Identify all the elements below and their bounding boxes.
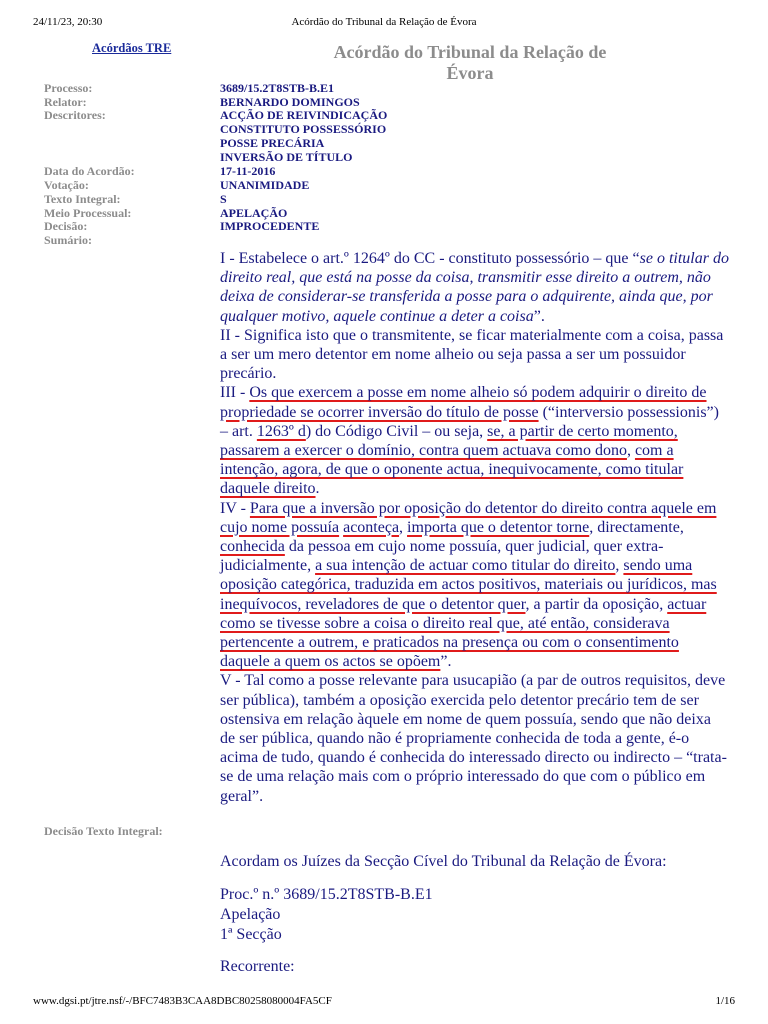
summary-point-3: III - Os que exercem a posse em nome alheio só podem adquirir o direito de propriedade se ocorrer inversão do título de posse (“interversio possessionis”) – art. 1263º d) do Código Civil – ou seja, se, a partir de certo momento, passarem a exercer o domínio, contra quem actuava como dono, com a intenção, agora, de que o oponente actua, inequivocamente, como titular daquele direito.: [220, 384, 719, 498]
page-title-line2: Évora: [446, 63, 494, 83]
label-decisao: Decisão:: [44, 219, 88, 233]
decision-apelacao: Apelação: [220, 906, 281, 923]
value-descritor: POSSE PRECÁRIA: [220, 136, 325, 150]
decision-recorrente: Recorrente:: [220, 958, 295, 975]
label-descritores: Descritores:: [44, 108, 106, 122]
decision-proc-number: Proc.º n.º 3689/15.2T8STB-B.E1: [220, 886, 433, 903]
value-descritor: INVERSÃO DE TÍTULO: [220, 150, 353, 164]
page-title: [300, 42, 640, 84]
label-votacao: Votação:: [44, 178, 89, 192]
print-url: www.dgsi.pt/jtre.nsf/-/BFC7483B3CAA8DBC80258080004FA5CF: [33, 995, 332, 1007]
label-sumario: Sumário:: [44, 233, 92, 247]
summary-point-4: IV - Para que a inversão por oposição do detentor do direito contra aquele em cujo nome possuía aconteça, importa que o detentor torne, directamente, conhecida da pessoa em cujo nome possuía, quer judicial, quer extra-judicialmente, a sua intenção de actuar como titular do direito, sendo uma oposição categórica, traduzida em actos positivos, materiais ou jurídicos, mas inequívocos, reveladores de que o detentor quer, a partir da oposição, actuar como se tivesse sobre a coisa o direito real que, até então, considerava pertencente a outrem, e praticados na presença ou com o consentimento daquele a quem os actos se opõem”.: [220, 499, 717, 671]
value-votacao: UNANIMIDADE: [220, 178, 310, 192]
label-meio-processual: Meio Processual:: [44, 206, 132, 220]
value-descritor: CONSTITUTO POSSESSÓRIO: [220, 122, 387, 136]
value-meio-processual: APELAÇÃO: [220, 206, 288, 220]
label-data: Data do Acordão:: [44, 164, 135, 178]
value-texto-integral: S: [220, 192, 227, 206]
decision-seccao: 1ª Secção: [220, 926, 282, 943]
page-title-line1: Acórdão do Tribunal da Relação de: [333, 42, 607, 62]
value-decisao: IMPROCEDENTE: [220, 219, 320, 233]
summary-point-5: V - Tal como a posse relevante para usucapião (a par de outros requisitos, deve ser pública), também a oposição exercida pelo detentor precário tem de ser ostensiva em relação àquele em nome de quem possuía, sendo que não deixa de ser pública, quando não é propriamente conhecida de toda a gente, é-o acima de tudo, quando é conhecida do interessado directo ou indirecto – “trata-se de uma relação mais com o próprio interessado do que com o público em geral”.: [220, 672, 727, 805]
label-texto-integral: Texto Integral:: [44, 192, 121, 206]
print-datetime: 24/11/23, 20:30: [33, 16, 103, 28]
print-doc-title: Acórdão do Tribunal da Relação de Évora: [291, 16, 477, 28]
label-processo: Processo:: [44, 81, 93, 95]
value-relator: BERNARDO DOMINGOS: [220, 95, 360, 109]
label-relator: Relator:: [44, 95, 87, 109]
value-data: 17-11-2016: [220, 164, 276, 178]
value-processo: 3689/15.2T8STB-B.E1: [220, 81, 335, 95]
label-decisao-texto-integral: Decisão Texto Integral:: [44, 824, 163, 838]
acordaos-tre-link[interactable]: Acórdãos TRE: [92, 41, 172, 55]
summary-point-2: II - Significa isto que o transmitente, se ficar materialmente com a coisa, passa a ser um mero detentor em nome alheio ou seja passa a ser um possuidor precário.: [220, 326, 724, 383]
value-descritor: ACÇÃO DE REIVINDICAÇÃO: [220, 108, 388, 122]
decision-intro: Acordam os Juízes da Secção Cível do Tribunal da Relação de Évora:: [220, 853, 667, 870]
summary-point-1: I - Estabelece o art.º 1264º do CC - constituto possessório – que “se o titular do direito real, que está na posse da coisa, transmitir esse direito a outrem, não deixa de considerar-se transferida a posse para o adquirente, ainda que, por qualquer motivo, aquele continue a deter a coisa”.: [220, 250, 729, 325]
summary-text: [220, 249, 730, 806]
print-page-number: 1/16: [715, 995, 735, 1007]
